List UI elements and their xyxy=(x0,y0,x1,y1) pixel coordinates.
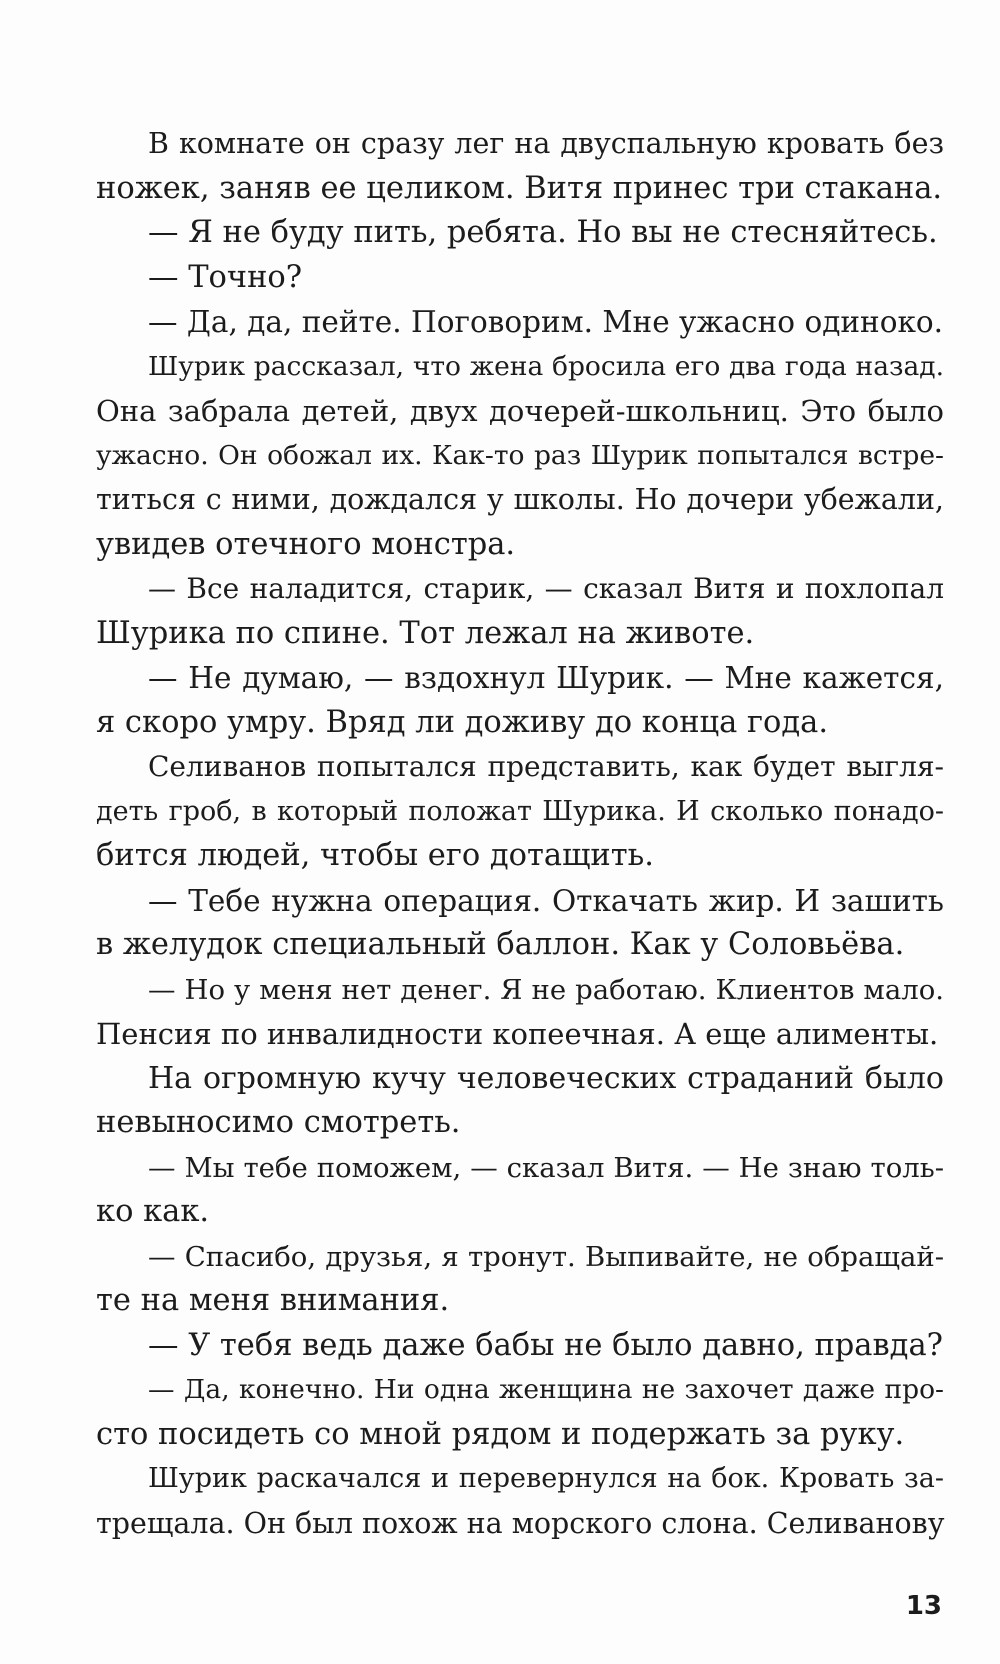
text-line: — У тебя ведь даже бабы не было давно, правда? xyxy=(148,1327,943,1363)
text-line: Пенсия по инвалидности копеечная. А еще алименты. xyxy=(96,1017,939,1051)
text-line: трещала. Он был похож на морского слона. Селиванову xyxy=(96,1506,945,1540)
text-line: — Да, да, пейте. Поговорим. Мне ужасно одиноко. xyxy=(148,305,944,339)
text-line: На огромную кучу человеческих страданий было xyxy=(148,1060,944,1096)
text-line: ножек, заняв ее целиком. Витя принес три стакана. xyxy=(96,170,943,206)
text-line: бится людей, чтобы его дотащить. xyxy=(96,838,654,873)
text-line: — Тебе нужна операция. Откачать жир. И зашить xyxy=(148,883,944,918)
text-line: — Я не буду пить, ребята. Но вы не стесняйтесь. xyxy=(148,215,938,250)
text-line: Селиванов попытался представить, как будет выгля- xyxy=(148,750,944,783)
text-line: — Да, конечно. Ни одна женщина не захочет даже про- xyxy=(148,1374,944,1405)
text-line: я скоро умру. Вряд ли доживу до конца года. xyxy=(96,704,829,740)
text-line: ко как. xyxy=(96,1194,210,1229)
text-line: — Не думаю, — вздохнул Шурик. — Мне кажется, xyxy=(148,661,944,695)
text-line: — Но у меня нет денег. Я не работаю. Клиентов мало. xyxy=(148,973,944,1006)
text-line: Она забрала детей, двух дочерей-школьниц. Это было xyxy=(96,394,944,428)
text-line: Шурик раскачался и перевернулся на бок. Кровать за- xyxy=(148,1463,944,1494)
page-number: 13 xyxy=(905,1591,942,1621)
text-line: Шурик рассказал, что жена бросила его два года назад. xyxy=(148,350,944,382)
text-line: титься с ними, дождался у школы. Но дочери убежали, xyxy=(96,483,944,516)
text-line: увидев отечного монстра. xyxy=(96,526,516,562)
body-text xyxy=(96,122,944,1546)
text-line: — Мы тебе поможем, — сказал Витя. — Не знаю толь- xyxy=(148,1151,944,1184)
text-line: В комнате он сразу лег на двуспальную кровать без xyxy=(148,127,944,160)
text-line: невыносимо смотреть. xyxy=(96,1105,461,1140)
text-line: — Спасибо, друзья, я тронут. Выпивайте, не обращай- xyxy=(148,1240,944,1273)
text-line: Шурика по спине. Тот лежал на животе. xyxy=(96,615,755,651)
text-line: в желудок специальный баллон. Как у Соловьёва. xyxy=(96,927,905,962)
text-line: — Точно? xyxy=(148,259,303,295)
text-line: ужасно. Он обожал их. Как-то раз Шурик попытался встре- xyxy=(96,439,944,471)
text-line: — Все наладится, старик, — сказал Витя и похлопал xyxy=(148,572,944,605)
text-line: те на меня внимания. xyxy=(96,1283,450,1318)
text-line: деть гроб, в который положат Шурика. И сколько понадо- xyxy=(96,795,944,827)
text-line: сто посидеть со мной рядом и подержать за руку. xyxy=(96,1416,905,1452)
